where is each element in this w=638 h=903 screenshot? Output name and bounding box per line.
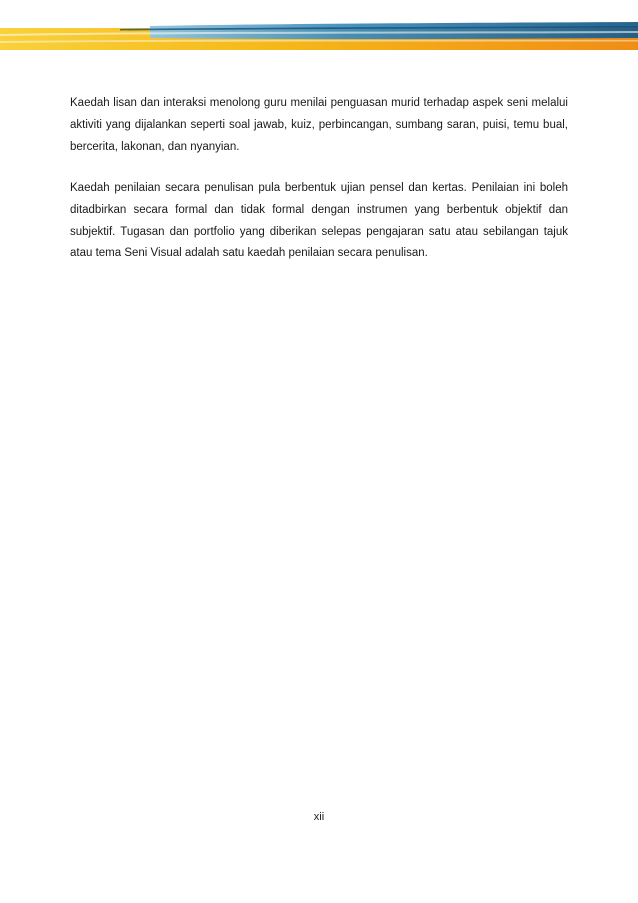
body-paragraph-1: Kaedah lisan dan interaksi menolong guru menilai penguasan murid terhadap aspek seni melalui aktiviti yang dijalankan seperti soal jawab, kuiz, perbincangan, sumbang saran, puisi, temu bual, bercerita, lakonan, dan nyanyian. [70,97,568,153]
body-paragraph-2: Kaedah penilaian secara penulisan pula berbentuk ujian pensel dan kertas. Penilaian ini boleh ditadbirkan secara formal dan tidak formal dengan instrumen yang berbentuk objektif dan subjektif. Tugasan dan portfolio yang diberikan selepas pengajaran satu atau sebilangan tajuk atau tema Seni Visual adalah satu kaedah penilaian secara penulisan. [70,182,568,260]
page-number: xii [313,811,325,823]
header-decorative-band [0,22,638,50]
band-blue-sweep [150,22,638,39]
